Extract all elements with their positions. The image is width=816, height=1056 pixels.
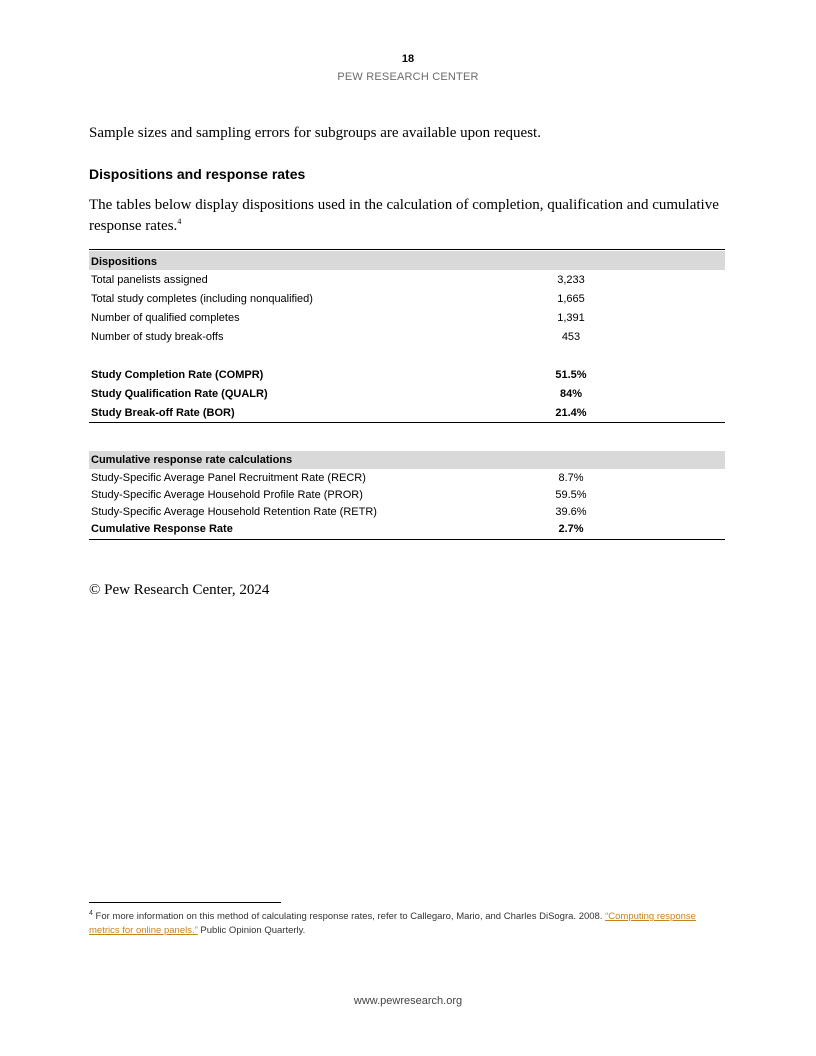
- row-value: 59.5%: [555, 489, 587, 501]
- row-label: Study-Specific Average Household Profile Rate (PROR): [91, 489, 363, 501]
- table-row: [89, 308, 725, 327]
- rate-value: 21.4%: [555, 407, 587, 419]
- row-value: 1,391: [557, 312, 585, 324]
- row-label: Study-Specific Average Panel Recruitment Rate (RECR): [91, 472, 366, 484]
- row-value: 453: [561, 331, 581, 343]
- rate-label: Study Completion Rate (COMPR): [91, 369, 264, 381]
- table-row: [89, 289, 725, 308]
- rate-label: Study Qualification Rate (QUALR): [91, 388, 268, 400]
- footnote-text-after: Public Opinion Quarterly.: [200, 925, 306, 936]
- table-spacer: [89, 346, 725, 365]
- footnote-text-before: For more information on this method of calculating response rates, refer to Callegaro, Mario, and Charles DiSogra. 2008.: [95, 911, 603, 922]
- total-row: [89, 520, 725, 539]
- row-label: Number of study break-offs: [91, 331, 224, 343]
- footer-url[interactable]: www.pewresearch.org: [353, 995, 463, 1007]
- table-header: [89, 451, 725, 469]
- copyright-notice: © Pew Research Center, 2024: [89, 582, 270, 598]
- row-label: Total study completes (including nonqualified): [91, 293, 313, 305]
- footnote: [89, 910, 709, 938]
- table-row: [89, 486, 725, 503]
- table-row: [89, 503, 725, 520]
- footnote-link[interactable]: “Computing response metrics for online panels.”: [89, 911, 696, 936]
- table-row: [89, 327, 725, 346]
- row-label: Total panelists assigned: [91, 274, 208, 286]
- table-header: [89, 251, 725, 270]
- dispositions-table: [89, 249, 725, 423]
- body-paragraph-text: The tables below display dispositions used in the calculation of completion, qualification and cumulative response rates.: [89, 197, 719, 234]
- rate-label: Study Break-off Rate (BOR): [91, 407, 235, 419]
- row-label: Number of qualified completes: [91, 312, 240, 324]
- rate-row: [89, 403, 725, 422]
- cumulative-response-table: [89, 451, 725, 540]
- section-heading: Dispositions and response rates: [89, 166, 306, 182]
- table-row: [89, 469, 725, 486]
- table-header-label: Dispositions: [91, 256, 158, 268]
- row-value: 3,233: [557, 274, 585, 286]
- page-number: 18: [401, 53, 415, 65]
- org-header: PEW RESEARCH CENTER: [337, 71, 479, 83]
- rate-row: [89, 365, 725, 384]
- rate-value: 84%: [559, 388, 583, 400]
- row-value: 39.6%: [555, 506, 587, 518]
- total-label: Cumulative Response Rate: [91, 523, 233, 535]
- footnote-marker: 4: [89, 909, 93, 917]
- table-row: [89, 270, 725, 289]
- rate-value: 51.5%: [555, 369, 587, 381]
- row-value: 1,665: [557, 293, 585, 305]
- table-header-label: Cumulative response rate calculations: [91, 454, 293, 466]
- body-paragraph: [89, 195, 729, 237]
- total-value: 2.7%: [558, 523, 584, 535]
- intro-text: Sample sizes and sampling errors for subgroups are available upon request.: [89, 125, 541, 141]
- rate-row: [89, 384, 725, 403]
- footnote-divider: [89, 902, 281, 903]
- row-label: Study-Specific Average Household Retention Rate (RETR): [91, 506, 377, 518]
- row-value: 8.7%: [558, 472, 584, 484]
- footnote-reference[interactable]: 4: [177, 217, 182, 226]
